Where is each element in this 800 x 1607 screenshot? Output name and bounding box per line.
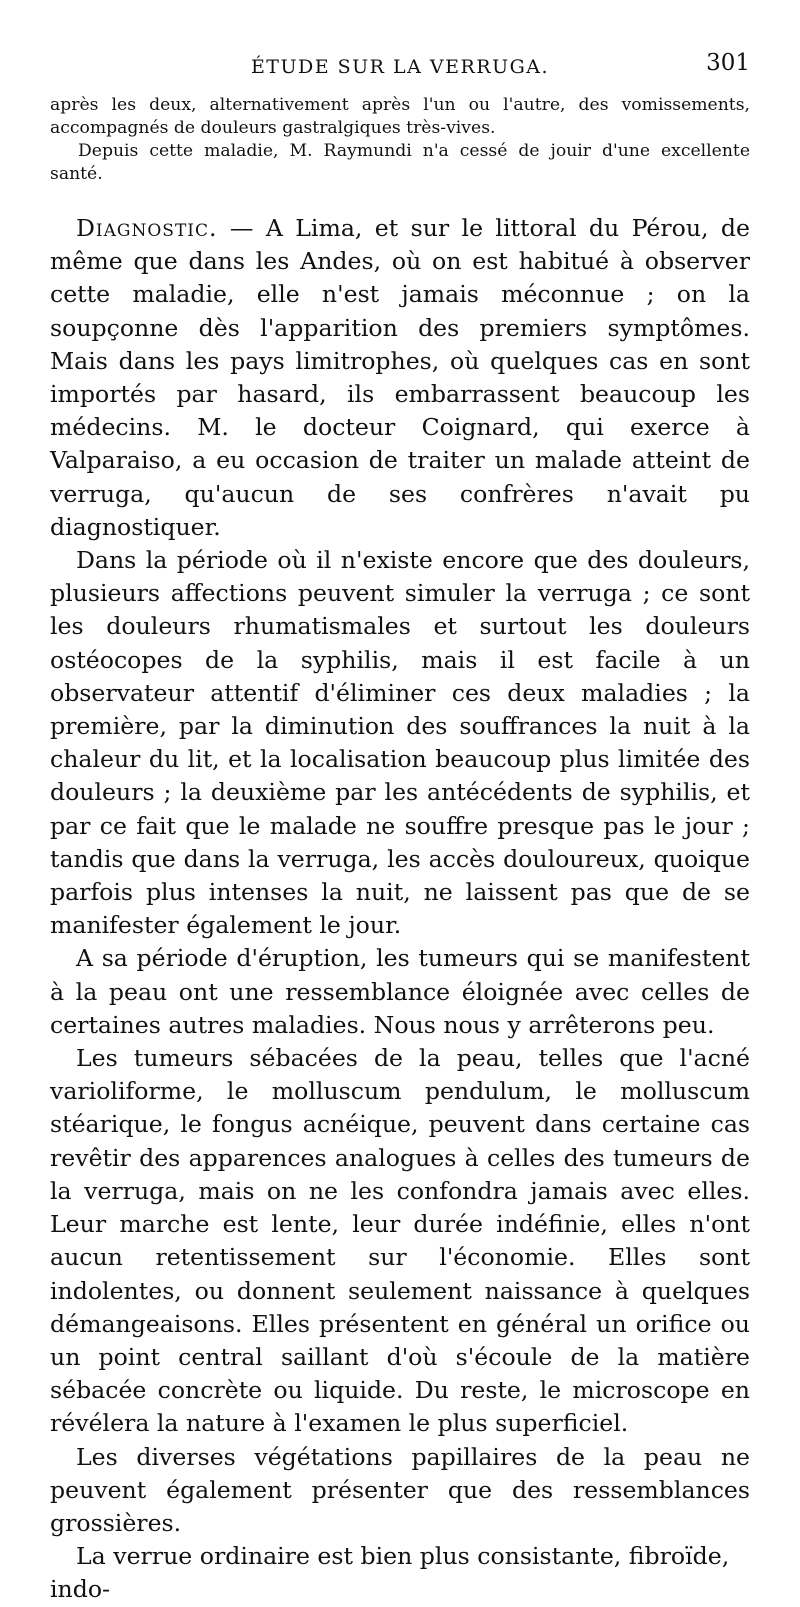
section-heading-diagnostic: Diagnostic. (76, 214, 218, 242)
running-title: ÉTUDE SUR LA VERRUGA. (250, 56, 550, 78)
body-paragraph: Les diverses végétations papillaires de la peau ne peuvent également présenter que des ressemblances grossières. (50, 1442, 750, 1537)
body-paragraph: La verrue ordinaire est bien plus consistante, fibroïde, indo- (50, 1542, 730, 1604)
page-header (50, 50, 750, 84)
case-paragraph: après les deux, alternativement après l'un ou l'autre, des vomissements, accompagnés de douleurs gastralgiques très-vives. (50, 95, 750, 138)
main-text (50, 212, 750, 1607)
body-paragraph: Dans la période où il n'existe encore que des douleurs, plusieurs affections peuvent simuler la verruga ; ce sont les douleurs rhumatismales et surtout les douleurs ostéocopes de la syphilis, mais il est facile à un observateur attentif d'éliminer ces deux maladies ; la première, par la diminution des souffrances la nuit à la chaleur du lit, et la localisation beaucoup plus limitée des douleurs ; la deuxième par les antécédents de syphilis, et par ce fait que le malade ne souffre presque pas le jour ; tandis que dans la verruga, les accès douloureux, quoique parfois plus intenses la nuit, ne laissent pas que de se manifester également le jour. (50, 546, 750, 940)
page-number: 301 (706, 50, 750, 76)
body-paragraph: Les tumeurs sébacées de la peau, telles que l'acné varioliforme, le molluscum pendulum, le molluscum stéarique, le fongus acnéique, peuvent dans certaine cas revêtir des apparences analogues à celles des tumeurs de la verruga, mais on ne les confondra jamais avec elles. Leur marche est lente, leur durée indéfinie, elles n'ont aucun retentissement sur l'économie. Elles sont indolentes, ou donnent seulement naissance à quelques démangeaisons. Elles présentent en général un orifice ou un point central saillant d'où s'écoule de la matière sébacée concrète ou liquide. Du reste, le microscope en révélera la nature à l'examen le plus superficiel. (50, 1044, 750, 1438)
diagnostic-text: — A Lima, et sur le littoral du Pérou, de même que dans les Andes, où on est habitué à observer cette maladie, elle n'est jamais méconnue ; on la soupçonne dès l'apparition des premiers symptômes. Mais dans les pays limitrophes, où quelques cas en sont importés par hasard, ils embarrassent beaucoup les médecins. M. le docteur Coignard, qui exerce à Valparaiso, a eu occasion de traiter un malade atteint de verruga, qu'aucun de ses confrères n'avait pu diagnostiquer. (50, 214, 750, 541)
diagnostic-paragraph (50, 212, 750, 544)
body-paragraph: A sa période d'éruption, les tumeurs qui se manifestent à la peau ont une ressemblance éloignée avec celles de certaines autres maladies. Nous nous y arrêterons peu. (50, 944, 750, 1039)
continued-case-text (50, 94, 750, 186)
case-paragraph: Depuis cette maladie, M. Raymundi n'a cessé de jouir d'une excellente santé. (50, 141, 750, 184)
